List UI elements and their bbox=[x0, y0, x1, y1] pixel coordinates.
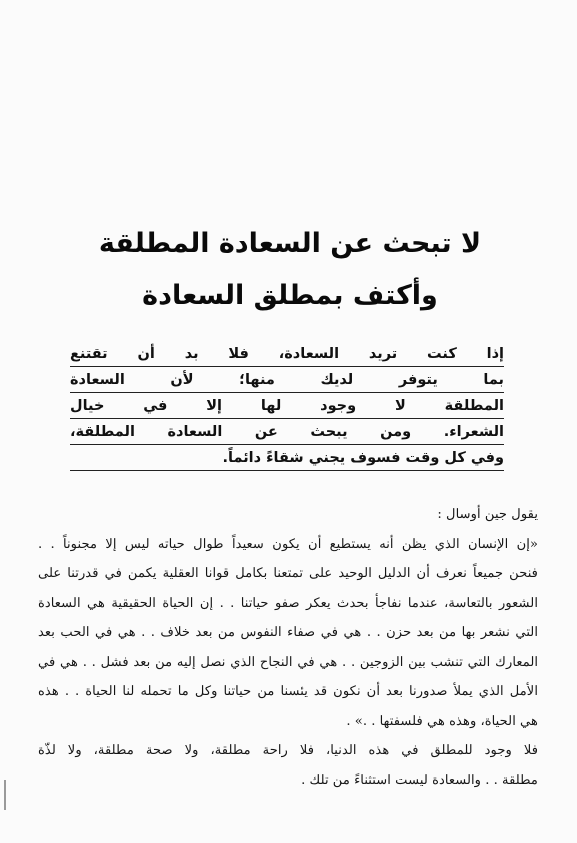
body-line: هي الحياة، وهذه هي فلسفتها . .» . bbox=[346, 713, 538, 729]
body-line: فنحن جميعاً نعرف أن الدليل الوحيد على تمتعنا بكامل قوانا العقلية يكمن في قدرتنا على bbox=[38, 566, 538, 581]
chapter-title-line-2: وأكتف بمطلق السعادة bbox=[142, 280, 438, 311]
body-line: الأمل الذي يملأ صدورنا بعد أن نكون قد يئسنا من حياتنا وكل ما تحمله لنا الحياة . . هذه bbox=[38, 684, 538, 699]
summary-box bbox=[70, 342, 504, 472]
body-line: «إن الإنسان الذي يظن أنه يستطيع أن يكون سعيداً طوال حياته ليس إلا مجنوناً . . bbox=[38, 536, 538, 552]
body-text bbox=[38, 500, 538, 795]
chapter-title-line-1: لا تبحث عن السعادة المطلقة bbox=[98, 228, 482, 259]
body-line: المعارك التي تنشب بين الزوجين . . هي في النجاح الذي نصل إليه من بعد فشل . . هي في bbox=[38, 654, 538, 670]
summary-line: بما يتوفر لديك منها؛ لأن السعادة bbox=[70, 368, 504, 393]
summary-line: الشعراء. ومن يبحث عن السعادة المطلقة، bbox=[70, 420, 504, 445]
summary-line: إذا كنت تريد السعادة، فلا بد أن تقتنع bbox=[70, 342, 504, 367]
body-line: مطلقة . . والسعادة ليست استثناءً من تلك . bbox=[301, 772, 538, 788]
quote-intro: يقول جين أوسال : bbox=[437, 507, 538, 522]
body-line: الشعور بالتعاسة، عندما نفاجأ بحدث يعكر صفو حياتنا . . إن الحياة الحقيقية هي السعادة bbox=[38, 595, 538, 611]
scan-edge-mark bbox=[4, 780, 6, 810]
body-line: فلا وجود للمطلق في هذه الدنيا، فلا راحة مطلقة، ولا صحة مطلقة، ولا لذّة bbox=[38, 743, 538, 758]
summary-line: المطلقة لا وجود لها إلا في خيال bbox=[70, 394, 504, 419]
chapter-title bbox=[90, 218, 490, 322]
body-line: التي نشعر بها من بعد حزن . . هي في صفاء النفوس من بعد خلاف . . هي في الحب بعد bbox=[38, 625, 538, 640]
summary-line: وفي كل وقت فسوف يجني شقاءً دائماً. bbox=[70, 446, 504, 471]
